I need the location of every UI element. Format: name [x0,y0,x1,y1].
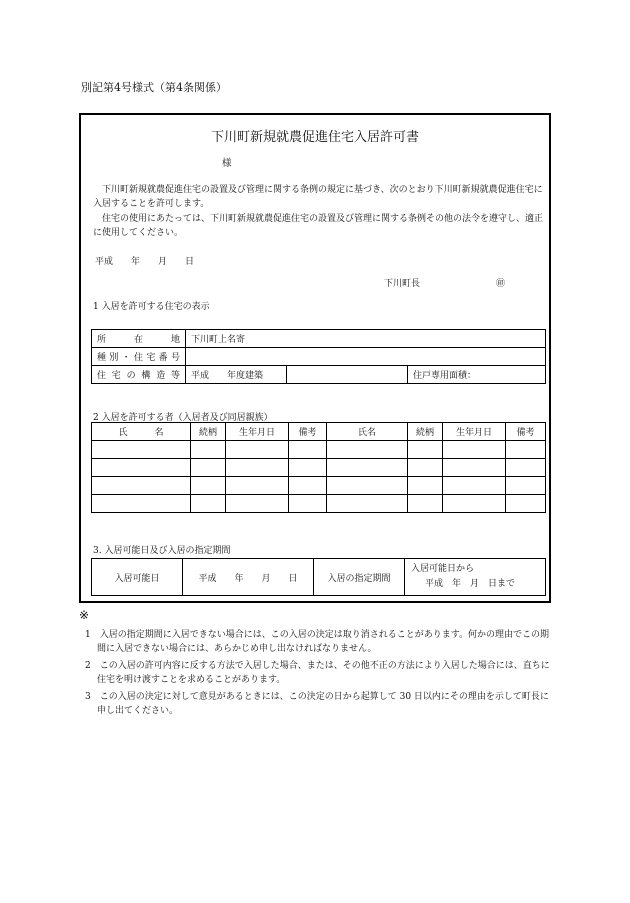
col-remarks: 備考 [506,423,546,441]
housing-label-type: 種別・住宅番号 [92,348,186,366]
period-line-1: 入居可能日から [411,564,475,574]
table-row [327,441,546,459]
note-2: 2 この入居の許可内容に反する方法で入居した場合、または、その他不正の方法により入居した場合には、直ちに住宅を明け渡すことを求めることがあります。 [85,661,550,685]
table-row [92,459,327,477]
mayor-label: 下川町長 [384,279,421,289]
col-relation: 続柄 [408,423,443,441]
housing-value-built: 平成 年度建築 [186,366,287,384]
col-name: 氏 名 [92,423,191,441]
housing-value-blank [287,366,408,384]
table-row [92,441,327,459]
table-row [327,477,546,495]
table-row [92,330,546,348]
section-1-title: 1 入居を許可する住宅の表示 [93,302,210,312]
form-header: 別記第4号様式（第4条関係） [81,81,227,94]
col-remarks: 備考 [289,423,327,441]
occupants-table-right [326,422,546,513]
section-3-title: 3. 入居可能日及び入居の指定期間 [93,546,231,556]
occupants-table-left [91,422,327,513]
table-row [92,495,327,513]
period-label: 入居の指定期間 [314,559,405,596]
table-row [327,495,546,513]
move-in-label: 入居可能日 [92,559,183,596]
housing-value-location: 下川町上名寄 [186,330,546,348]
housing-value-type [186,348,546,366]
move-in-date: 平成 年 月 日 [183,559,314,596]
col-name: 氏名 [327,423,408,441]
period-line-2: 平成 年 月 日まで [425,579,516,589]
paragraph-2: 住宅の使用にあたっては、下川町新規就農促進住宅の設置及び管理に関する条例その他の法令を遵守し、適正に使用してください。 [93,214,544,238]
seal-mark: ㊞ [496,279,506,289]
note-3: 3 この入居の決定に対して意見があるときには、この決定の日から起算して 30 日以内にその理由を示して町長に申し出てください。 [85,692,549,716]
note-1: 1 入居の指定期間に入居できない場合には、この入居の決定は取り消されることがあります。何かの理由でこの期間に入居できない場合には、あらかじめ申し出なければなりません。 [85,630,550,654]
table-row [92,559,546,596]
housing-label-location: 所在地 [92,330,186,348]
housing-table [91,329,546,384]
col-birthdate: 生年月日 [443,423,506,441]
paragraph-1: 下川町新規就農促進住宅の設置及び管理に関する条例の規定に基づき、次のとおり下川町新規就農促進住宅に入居することを許可します。 [93,185,543,209]
table-row [92,477,327,495]
period-value [405,559,546,596]
housing-value-area: 住戸専用面積： [408,366,546,384]
table-header-row [92,423,327,441]
table-row [92,366,546,384]
col-birthdate: 生年月日 [226,423,289,441]
section-2-title: 2 入居を許可する者（入居者及び同居親族） [93,413,273,423]
table-row [327,459,546,477]
table-header-row [327,423,546,441]
notes-mark: ※ [79,608,90,622]
period-table [91,558,546,596]
page-title: 下川町新規就農促進住宅入居許可書 [210,130,419,145]
housing-label-structure: 住宅の構造等 [92,366,186,384]
table-row [92,348,546,366]
date-line: 平成 年 月 日 [95,257,195,267]
col-relation: 続柄 [191,423,226,441]
addressee-suffix: 様 [222,158,232,169]
